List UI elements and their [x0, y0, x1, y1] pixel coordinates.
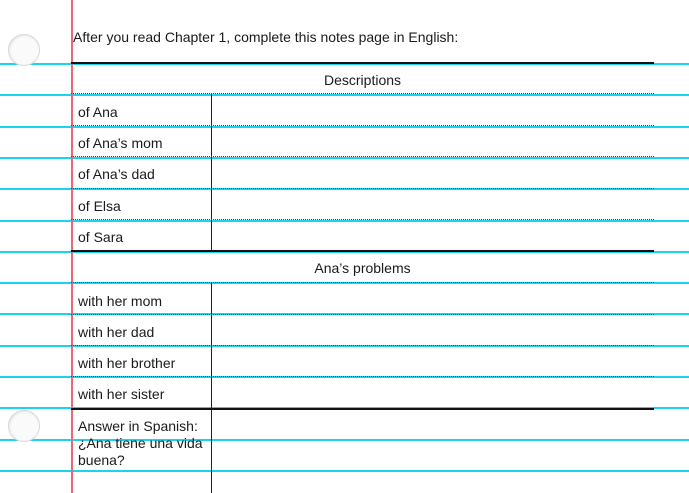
row-label-with-her-dad: with her dad [78, 324, 155, 340]
ruled-line [0, 220, 689, 222]
row-label-with-her-sister: with her sister [78, 386, 165, 402]
row-divider [71, 314, 654, 315]
row-label-with-her-brother: with her brother [78, 355, 176, 371]
row-label-of-elsa: of Elsa [78, 198, 121, 214]
question-prompt: Answer in Spanish: ¿Ana tiene una vida buena? [78, 418, 203, 468]
row-label-of-sara: of Sara [78, 229, 124, 245]
ruled-line [0, 126, 689, 128]
instructions-text: After you read Chapter 1, complete this notes page in English: [73, 29, 459, 45]
row-divider [71, 345, 654, 346]
row-label-of-ana: of Ana [78, 104, 118, 120]
punch-hole [8, 410, 40, 442]
row-label-of-anas-dad: of Ana’s dad [78, 166, 155, 182]
section-border [71, 250, 654, 252]
row-label-of-anas-mom: of Ana’s mom [78, 135, 163, 151]
ruled-line [0, 94, 689, 96]
row-divider [71, 125, 654, 126]
section-title-descriptions: Descriptions [323, 72, 402, 88]
row-divider [71, 188, 654, 189]
table-top-border [71, 62, 654, 64]
ruled-line [0, 470, 689, 472]
column-divider [211, 94, 212, 250]
row-divider [71, 282, 654, 283]
punch-hole [8, 34, 40, 66]
row-divider [71, 219, 654, 220]
row-label-with-her-mom: with her mom [78, 293, 163, 309]
column-divider [211, 409, 212, 493]
section-title-anas-problems: Ana’s problems [314, 260, 411, 276]
row-divider [71, 376, 654, 377]
row-divider [71, 156, 654, 157]
row-divider [71, 93, 654, 94]
section-border [71, 408, 654, 410]
ruled-line [0, 157, 689, 159]
